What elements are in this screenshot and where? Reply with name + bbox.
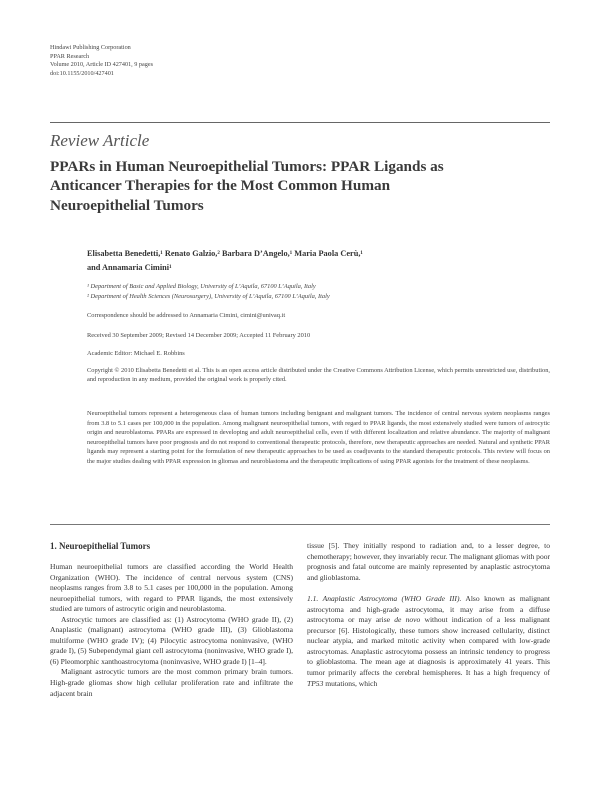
volume-info: Volume 2010, Article ID 427401, 9 pages xyxy=(50,61,153,69)
article-type: Review Article xyxy=(50,131,150,150)
authors-line: and Annamaria Cimini¹ xyxy=(87,262,172,272)
text-run: without indication of a less malignant precursor [6]. Histologically, these tumors show increased cellularity, distinct nuclear atypia, and marked mitotic activity when compared with low-grade astrocytomas. Anaplastic astrocytoma possess an intrinsic tendency to progress to glioblastoma. The mean age at diagnosis is approximately 41 years. This tumor primarily affects the cerebral hemispheres. It has a high frequency of xyxy=(307,615,550,678)
journal-header xyxy=(50,44,153,78)
text-run: mutations, which xyxy=(323,678,378,688)
text-run: Also known as malignant astrocytoma and high-grade astrocytoma, it may arise from a diffuse astrocytoma or may arise xyxy=(307,594,550,625)
authors-line: Elisabetta Benedetti,¹ Renato Galzio,² Barbara D’Angelo,¹ Maria Paola Cerù,¹ xyxy=(87,249,363,258)
title-line: Anticancer Therapies for the Most Common Human xyxy=(50,177,391,195)
right-column xyxy=(307,541,550,689)
abstract: Neuroepithelial tumors represent a heterogeneous class of human tumors including benignant and malignant tumors. The incidence of central nervous system neoplasms ranges from 3.8 to 5.1 cases per 100,000 in the population. Among malignant neuroepithelial tumors, with regard to PPAR ligands, the most extensively studied were tumors of astrocytic origin and neuroblastoma. PPARs are expressed in developing and adult neuroepithelial cells, even if with different localization and relative abundance. The majority of malignant neuroepithelial tumors have poor prognosis and do not respond to conventional therapeutic protocols, therefore, new therapeutic approaches are needed. Natural and synthetic PPAR ligands may represent a starting point for the formulation of new therapeutic approaches to be used as coadjuvants to the standard therapeutic protocols. This review will focus on the major studies dealing with PPAR expression in gliomas and neuroblastoma and the therapeutic implications of using PPAR agonists for the treatment of these neoplasms. xyxy=(87,410,550,465)
article-title xyxy=(50,157,550,215)
doi: doi:10.1155/2010/427401 xyxy=(50,69,114,77)
left-column xyxy=(50,562,293,699)
title-line: Neuroepithelial Tumors xyxy=(50,196,204,214)
paragraph: tissue [5]. They initially respond to radiation and, to a lesser degree, to chemotherapy; however, they invariably recur. The malignant gliomas with poor prognosis and fatal outcome are mainly represented by anaplastic astrocytoma and glioblastoma. xyxy=(307,541,550,582)
gene-name: TP53 xyxy=(307,678,324,688)
abstract-rule xyxy=(50,524,550,525)
subsection-heading: 1.1. Anaplastic Astrocytoma (WHO Grade III). xyxy=(307,594,462,604)
publisher: Hindawi Publishing Corporation xyxy=(50,44,131,51)
journal-name: PPAR Research xyxy=(50,52,90,60)
title-line: PPARs in Human Neuroepithelial Tumors: PPAR Ligands as xyxy=(50,158,444,175)
copyright-notice: Copyright © 2010 Elisabetta Benedetti et al. This is an open access article distributed under the Creative Commons Attribution License, which permits unrestricted use, distribution, and reproduction in any medium, provided the original work is properly cited. xyxy=(87,367,550,384)
authors xyxy=(87,247,550,274)
paragraph: Malignant astrocytic tumors are the most common primary brain tumors. High-grade gliomas show high cellular proliferation rate and infiltrate the adjacent brain xyxy=(50,667,293,698)
text-run-italic: de novo xyxy=(394,615,421,625)
subsection-paragraph xyxy=(307,594,550,689)
article-dates: Received 30 September 2009; Revised 14 December 2009; Accepted 11 February 2010 xyxy=(87,332,311,339)
affiliation: ¹ Department of Basic and Applied Biology, University of L’Aquila, 67100 L’Aquila, Italy xyxy=(87,283,316,290)
paragraph: Human neuroepithelial tumors are classified according the World Health Organization (WHO). The incidence of central nervous system (CNS) neoplasms ranges from 3.8 to 5.1 cases per 100,000 in the population. Among neuroepithelial tumors, with regard to PPAR ligands, the most extensively studied are tumors of astrocytic origin and neuroblastoma. xyxy=(50,562,293,614)
section-heading: 1. Neuroepithelial Tumors xyxy=(50,541,151,551)
affiliation: ² Department of Health Sciences (Neurosurgery), University of L’Aquila, 67100 L’Aquila, Italy xyxy=(87,292,330,300)
correspondence: Correspondence should be addressed to Annamaria Cimini, cimini@univaq.it xyxy=(87,312,286,319)
academic-editor: Academic Editor: Michael E. Robbins xyxy=(87,350,185,357)
header-rule xyxy=(50,122,550,123)
paragraph: Astrocytic tumors are classified as: (1) Astrocytoma (WHO grade II), (2) Anaplastic (malignant) astrocytoma (WHO grade III), (3) Glioblastoma multiforme (WHO grade IV); (4) Pilocytic astrocytoma noninvasive, (WHO grade I), (5) Subependymal giant cell astrocytoma (noninvasive, WHO grade I), (6) Pleomorphic xanthoastrocytoma (noninvasive, WHO grade I) [1–4]. xyxy=(50,614,293,666)
affiliations xyxy=(87,282,330,301)
